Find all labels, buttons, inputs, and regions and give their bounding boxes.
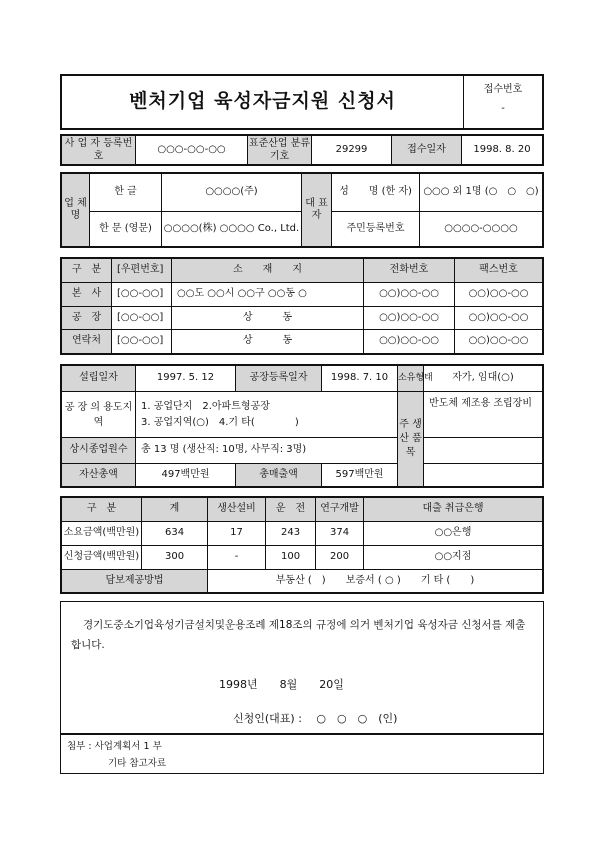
row-address[interactable]: 상 동 [172, 330, 364, 354]
korean-name-value[interactable]: ○○○○(주) [162, 174, 302, 212]
address-block [60, 257, 544, 355]
requested-rnd[interactable]: 200 [316, 546, 364, 570]
required-total[interactable]: 634 [142, 522, 208, 546]
hanja-name-label: 한 문 (영문) [90, 212, 162, 247]
funding-col-equipment: 생산설비 [208, 498, 266, 522]
funding-col-type: 구 분 [62, 498, 142, 522]
industry-code-value[interactable]: 29299 [312, 136, 392, 165]
row-fax[interactable]: ○○)○○-○○ [455, 306, 543, 330]
row-type: 본 사 [62, 282, 112, 306]
funding-block [60, 496, 544, 594]
bizno-value[interactable]: ○○○-○○-○○ [136, 136, 248, 165]
company-name-section-label: 업 체 명 [62, 174, 90, 247]
required-bank[interactable]: ○○은행 [364, 522, 543, 546]
total-assets-label: 자산총액 [62, 464, 136, 487]
required-amount-label: 소요금액(백만원) [62, 522, 142, 546]
industry-code-label: 표준산업 분류기호 [248, 136, 312, 165]
zone-options-line-2: 3. 공업지역(○) 4.기 타( ) [141, 416, 299, 428]
table-row [62, 522, 543, 546]
form-title: 벤처기업 육성자금지원 신청서 [62, 76, 464, 129]
collateral-options[interactable]: 부동산 ( ) 보증서 ( ○ ) 기 타 ( ) [208, 570, 543, 593]
ownership-label: 소유형태 [398, 366, 424, 392]
registration-block [60, 134, 544, 166]
title-block [60, 74, 544, 130]
applicant-signature[interactable]: 신청인(대표) : ○ ○ ○ (인) [233, 712, 398, 725]
attachment-line-2: 기타 참고자료 [108, 757, 167, 769]
representative-section-label: 대 표 자 [302, 174, 332, 247]
requested-bank[interactable]: ○○지점 [364, 546, 543, 570]
attachment-line-1: 첨부 : 사업계획서 1 부 [67, 741, 162, 752]
total-assets-value[interactable]: 497백만원 [136, 464, 236, 487]
funding-col-operating: 운 전 [266, 498, 316, 522]
row-phone[interactable]: ○○)○○-○○ [364, 330, 455, 354]
receipt-number-label: 접수번호 [483, 84, 523, 95]
address-header-row [62, 259, 543, 283]
resident-id-value[interactable]: ○○○○-○○○○ [420, 212, 543, 247]
row-type: 공 장 [62, 306, 112, 330]
address-col-type: 구 분 [62, 259, 112, 283]
main-product-1[interactable]: 반도체 제조용 조립장비 [424, 392, 543, 438]
factory-reg-date-value[interactable]: 1998. 7. 10 [322, 366, 398, 392]
total-sales-label: 총매출액 [236, 464, 322, 487]
table-row [62, 282, 543, 306]
address-col-location: 소 재 지 [172, 259, 364, 283]
hanja-name-value[interactable]: ○○○○(株) ○○○○ Co., Ltd. [162, 212, 302, 247]
requested-total[interactable]: 300 [142, 546, 208, 570]
company-block [60, 172, 544, 248]
land-use-zone-options[interactable] [136, 392, 398, 438]
table-row [62, 330, 543, 354]
row-zip[interactable]: [○○-○○] [112, 282, 172, 306]
row-type: 연락처 [62, 330, 112, 354]
collateral-label: 담보제공방법 [62, 570, 208, 593]
korean-name-label: 한 글 [90, 174, 162, 212]
required-operating[interactable]: 243 [266, 522, 316, 546]
address-col-zip: [우편번호] [112, 259, 172, 283]
main-product-2[interactable] [424, 438, 543, 464]
bizno-label: 사 업 자 등록번호 [62, 136, 136, 165]
zone-options-line-1: 1. 공업단지 2.아파트형공장 [141, 400, 270, 412]
total-sales-value[interactable]: 597백만원 [322, 464, 398, 487]
funding-header-row [62, 498, 543, 522]
row-phone[interactable]: ○○)○○-○○ [364, 282, 455, 306]
receipt-number-cell[interactable] [464, 76, 543, 129]
address-col-phone: 전화번호 [364, 259, 455, 283]
row-address[interactable]: 상 동 [172, 306, 364, 330]
rep-name-value[interactable]: ○○○ 외 1명 (○ ○ ○) [420, 174, 543, 212]
table-row [62, 306, 543, 330]
receipt-date-value[interactable]: 1998. 8. 20 [462, 136, 543, 165]
declaration-date[interactable]: 1998년 8월 20일 [219, 678, 344, 691]
requested-amount-label: 신청금액(백만원) [62, 546, 142, 570]
resident-id-label: 주민등록번호 [332, 212, 420, 247]
address-col-fax: 팩스번호 [455, 259, 543, 283]
required-rnd[interactable]: 374 [316, 522, 364, 546]
factory-reg-date-label: 공장등록일자 [236, 366, 322, 392]
profile-block [60, 364, 544, 488]
row-fax[interactable]: ○○)○○-○○ [455, 282, 543, 306]
establish-date-label: 설립일자 [62, 366, 136, 392]
main-product-3[interactable] [424, 464, 543, 487]
establish-date-value[interactable]: 1997. 5. 12 [136, 366, 236, 392]
receipt-number-value: - [501, 102, 505, 114]
row-zip[interactable]: [○○-○○] [112, 330, 172, 354]
requested-operating[interactable]: 100 [266, 546, 316, 570]
row-fax[interactable]: ○○)○○-○○ [455, 330, 543, 354]
funding-col-total: 계 [142, 498, 208, 522]
row-address[interactable]: ○○도 ○○시 ○○구 ○○동 ○ [172, 282, 364, 306]
required-equipment[interactable]: 17 [208, 522, 266, 546]
receipt-date-label: 접수일자 [392, 136, 462, 165]
employees-label: 상시종업원수 [62, 438, 136, 464]
funding-col-bank: 대출 취급은행 [364, 498, 543, 522]
land-use-zone-label: 공 장 의 용도지역 [62, 392, 136, 438]
ownership-value[interactable]: 자가, 임대(○) [424, 366, 543, 392]
declaration-text: 경기도중소기업육성기금설치및운용조례 제18조의 규정에 의거 벤처기업 육성자금 신청서를 제출합니다. [71, 619, 526, 652]
table-row [62, 546, 543, 570]
attachments-block [60, 734, 544, 774]
requested-equipment[interactable]: - [208, 546, 266, 570]
funding-col-rnd: 연구개발 [316, 498, 364, 522]
row-zip[interactable]: [○○-○○] [112, 306, 172, 330]
row-phone[interactable]: ○○)○○-○○ [364, 306, 455, 330]
rep-name-label: 성 명 (한 자) [332, 174, 420, 212]
main-products-label: 주 생 산 품 목 [398, 392, 424, 487]
employees-value[interactable]: 총 13 명 (생산직: 10명, 사무직: 3명) [136, 438, 398, 464]
declaration-block [60, 601, 544, 734]
